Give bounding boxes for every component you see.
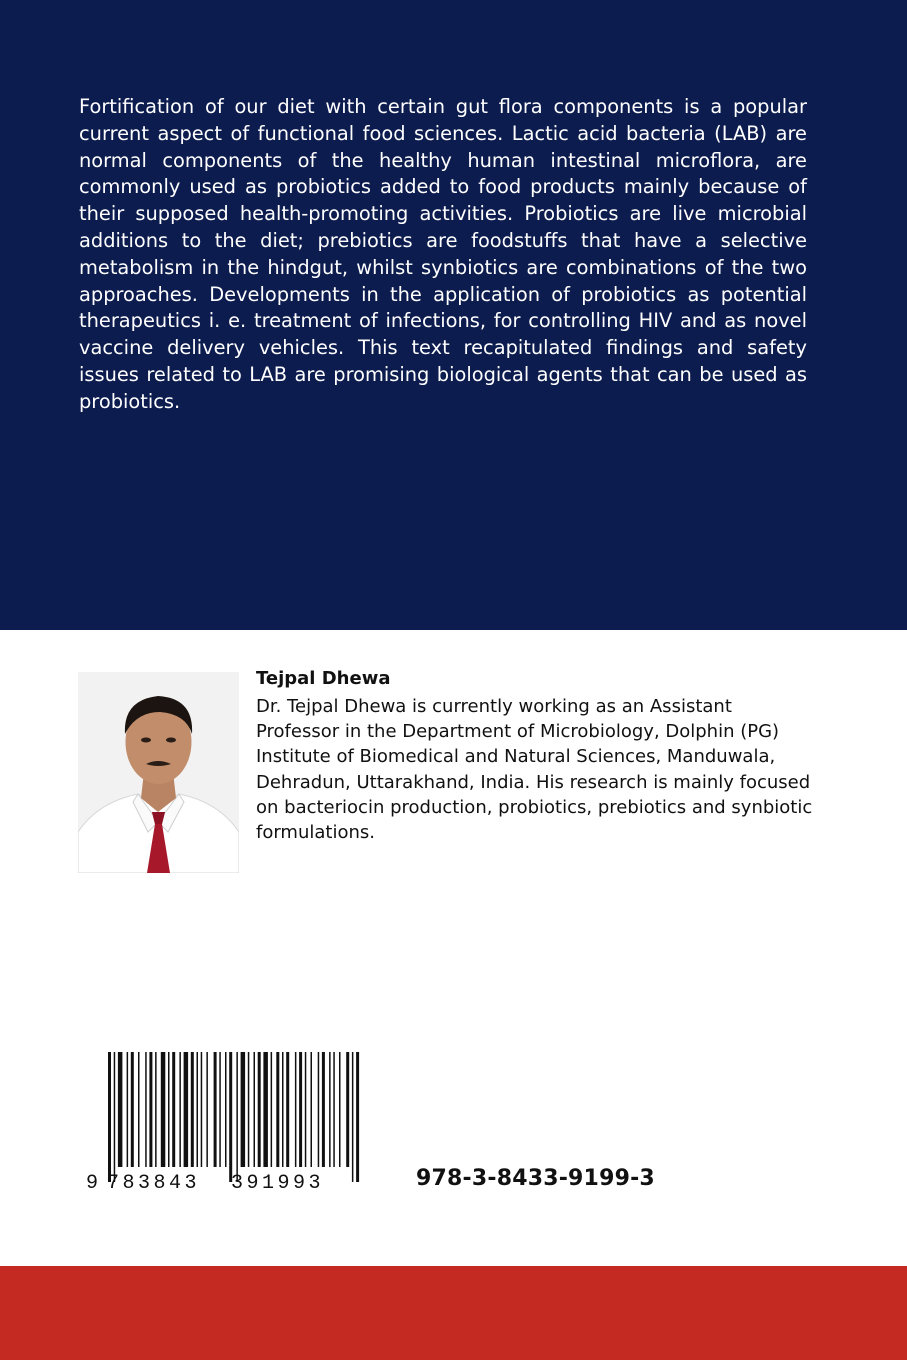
barcode-bar [114,1052,116,1182]
barcode-bar [271,1052,273,1167]
barcode-bar [219,1052,221,1167]
barcode-bar [236,1052,238,1182]
barcode-bar [352,1052,354,1182]
barcode-bar [311,1052,313,1167]
barcode-digits-left: 783843 [107,1172,201,1195]
back-cover-top-panel [0,0,907,630]
barcode-bar [318,1052,320,1167]
barcode-bar [346,1052,349,1167]
barcode-bar [191,1052,194,1167]
barcode-bar [155,1052,157,1167]
bottom-color-band [0,1266,907,1360]
barcode-bar [131,1052,134,1167]
barcode-bar [201,1052,203,1167]
barcode-graphic [84,1052,362,1195]
barcode-bar [168,1052,170,1167]
barcode-bar [241,1052,246,1167]
barcode-bar [295,1052,297,1167]
barcode-bar [305,1052,307,1167]
barcode-bar [356,1052,359,1182]
barcode-bar [108,1052,111,1182]
barcode-bar [118,1052,123,1167]
barcode-bar [145,1052,147,1167]
author-photo [78,672,239,873]
barcode-bar [254,1052,256,1167]
barcode-bar [138,1052,140,1167]
author-bio: Dr. Tejpal Dhewa is currently working as an Assistant Professor in the Department of Microbiology, Dolphin (PG) Institute of Biomedical and Natural Sciences, Manduwala, Dehradun, Uttarakhand, India. His research is mainly focused on bacteriocin production, probiotics, prebiotics and synbiotic formulations. [256,696,813,844]
barcode-bar [161,1052,166,1167]
barcode-bar [333,1052,335,1167]
barcode-bar [127,1052,129,1167]
barcode-bar [179,1052,181,1167]
barcode-bar [286,1052,289,1167]
barcode-bar [225,1052,227,1167]
barcode-bar [258,1052,261,1167]
barcode-bar [282,1052,284,1167]
barcode-bar [184,1052,189,1167]
barcode-bar [299,1052,302,1167]
barcode-bar [197,1052,199,1167]
barcode-bar [263,1052,268,1167]
isbn-number: 978-3-8433-9199-3 [416,1166,655,1191]
barcode-bar [248,1052,250,1167]
barcode-bar [206,1052,208,1167]
barcode-bar [322,1052,325,1167]
barcode-bar [172,1052,175,1167]
barcode-digits-right: 391993 [231,1172,325,1195]
barcode-bar [276,1052,279,1167]
barcode-bar [329,1052,331,1167]
barcode-bar [339,1052,341,1167]
barcode-digit-lead: 9 [86,1172,99,1195]
barcode-bar [149,1052,152,1167]
author-name: Tejpal Dhewa [256,668,391,689]
barcode-bar [214,1052,217,1167]
barcode-bar [229,1052,232,1182]
isbn-barcode [84,1052,362,1195]
book-description: Fortification of our diet with certain gut flora components is a popular current aspect of functional food sciences. Lactic acid bacteria (LAB) are normal components of the healthy human intestinal microflora, are commonly used as probiotics added to food products mainly because of their supposed health-promoting activities. Probiotics are live microbial additions to the diet; prebiotics are foodstuffs that have a selective metabolism in the hindgut, whilst synbiotics are combinations of the two approaches. Developments in the application of probiotics as potential therapeutics i. e. treatment of infections, for controlling HIV and as novel vaccine delivery vehicles. This text recapitulated findings and safety issues related to LAB are promising biological agents that can be used as probiotics. [79,95,807,413]
